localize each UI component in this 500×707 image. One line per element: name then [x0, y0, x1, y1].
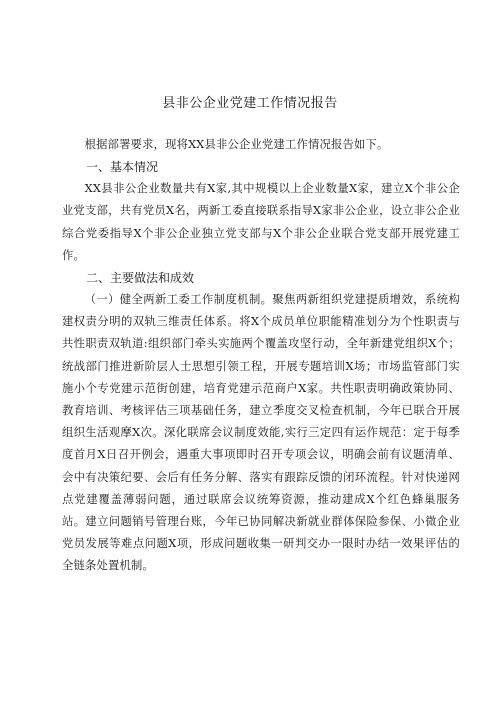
section-paragraph-main-practices: （一）健全两新工委工作制度机制。聚焦两新组织党建提质增效，系统构建权责分明的双轨三维责任体系。将X个成员单位职能精准划分为个性职责与共性职责双轨道:组织部门牵头实施两个覆盖攻坚行动，全年新建党组织X个；统战部门推进新阶层人士思想引领工程，开展专题培训X场；市场监管部门实施小个专党建示范街创建，培育党建示范商户X家。共性职责明确政策协同、教育培训、考核评估三项基础任务，建立季度交叉检查机制，今年已联合开展组织生活观摩X次。深化联席会议制度效能,实行三定四有运作规范：定于每季度首月X日召开例会，遇重大事项即时召开专项会议，明确会前有议题清单、会中有决策纪要、会后有任务分解、落实有跟踪反馈的闭环流程。针对快递网点党建覆盖薄弱问题，通过联席会议统筹资源，推动建成X个红色蜂巢服务站。建立问题销号管理台账，今年已协同解决新就业群体保险参保、小微企业党员发展等难点问题X项，形成问题收集一研判交办一限时办结一效果评估的全链条处置机制。	[62, 293, 460, 573]
section-paragraph-basic-situation: XX县非公企业数量共有X家,其中规模以上企业数量X家，建立X个非公企业党支部，共有党员X名，两新工委直接联系指导X家非公企业，设立非公企业综合党委指导X个非公企业独立党支部与X个非公企业联合党支部开展党建工作。	[62, 182, 460, 262]
document-title: 县非公企业党建工作情况报告	[162, 96, 338, 111]
intro-paragraph: 根据部署要求，现将XX县非公企业党建工作情况报告如下。	[84, 138, 389, 151]
document-body	[62, 134, 460, 578]
section-heading-basic-situation: 一、基本情况	[86, 160, 159, 175]
section-heading-main-practices: 二、主要做法和成效	[86, 271, 195, 286]
